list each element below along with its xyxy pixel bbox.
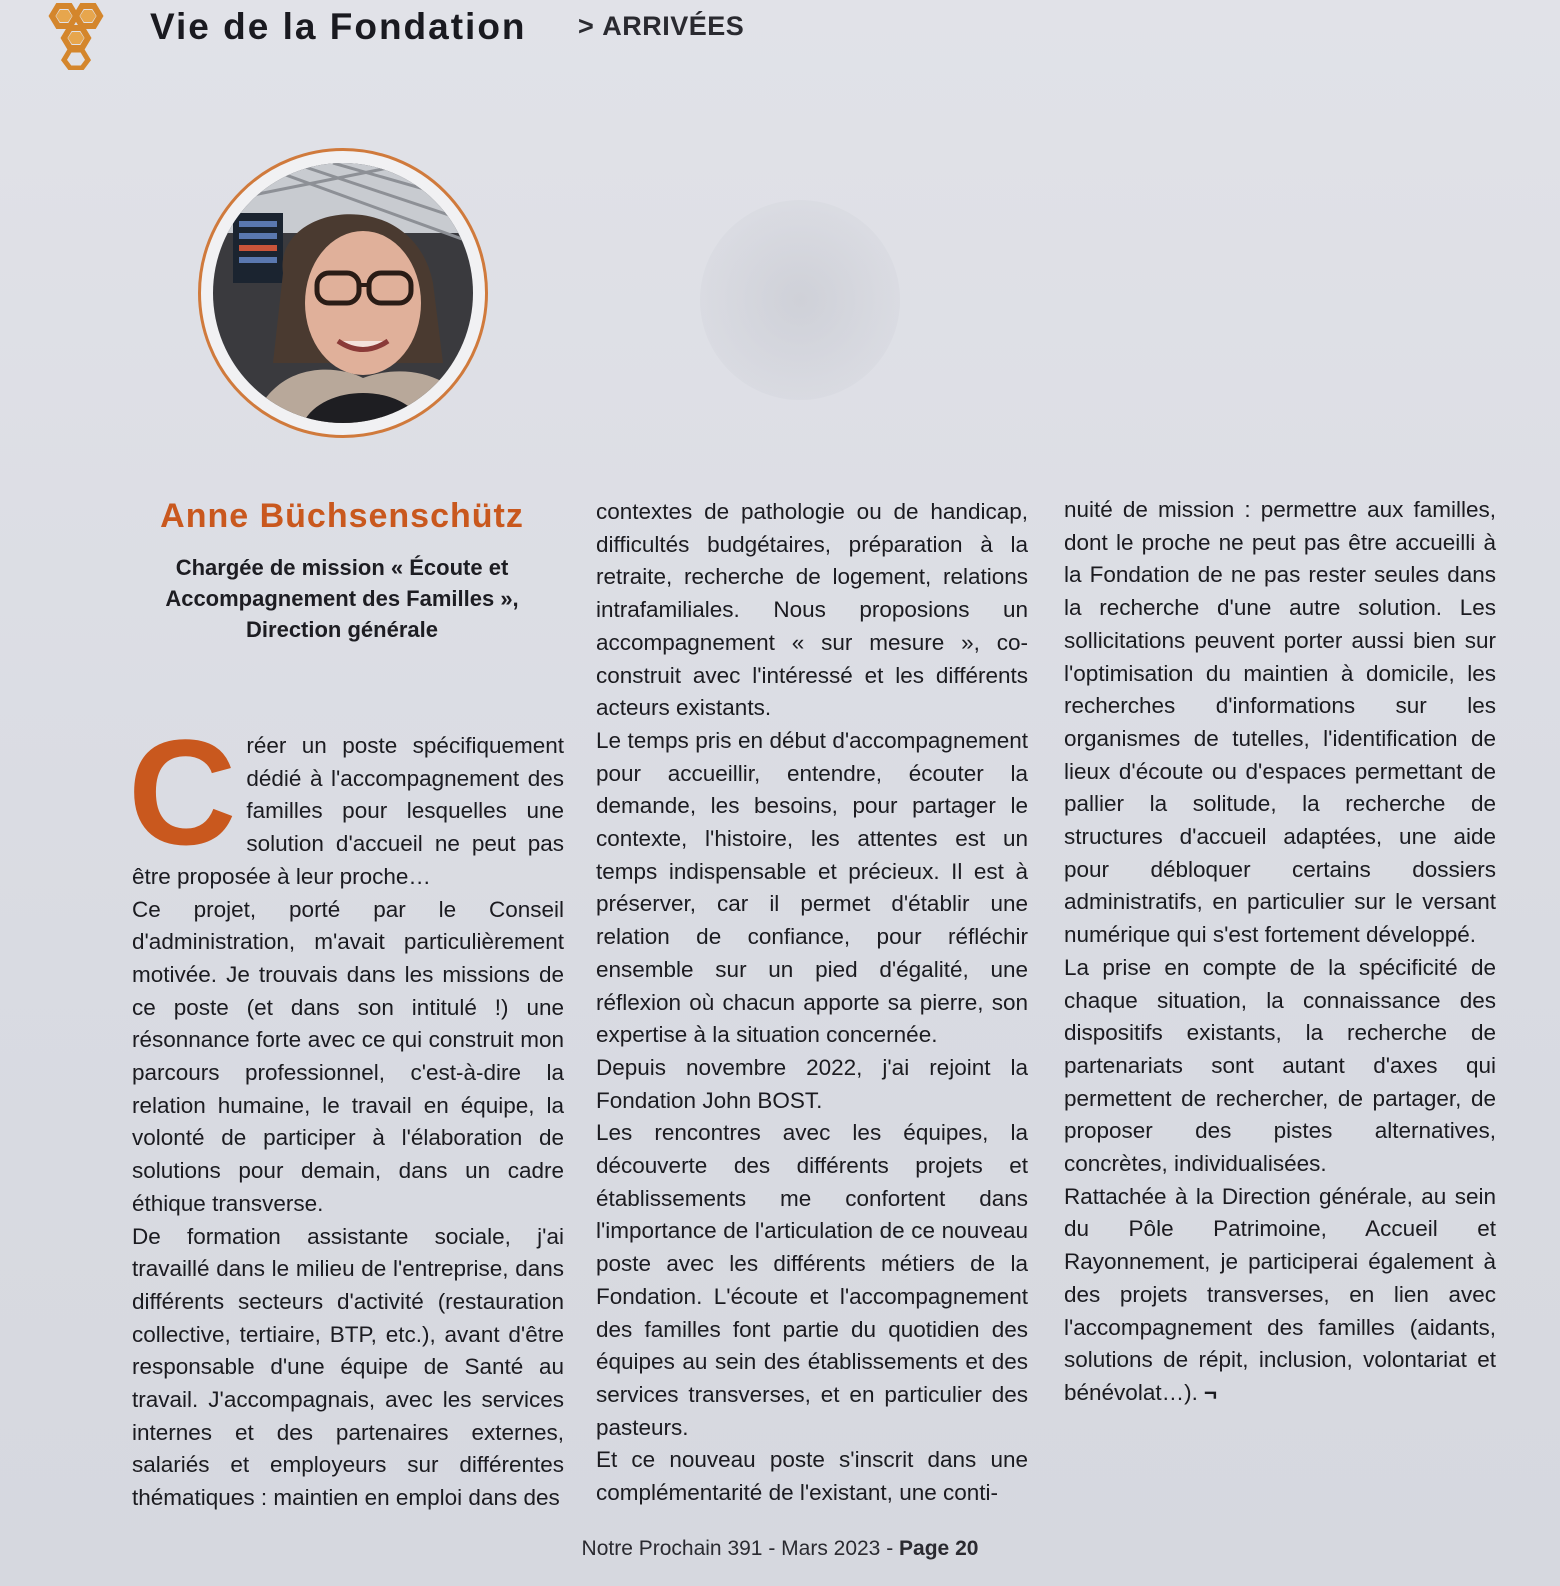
article-column-3 [1064, 494, 1496, 1410]
role-line: Direction générale [246, 617, 438, 642]
article-paragraph: Les rencontres avec les équipes, la découverte des différents projets et établissements me confortent dans l'importance de l'articulation de ce nouveau poste avec les différents métiers de la Fondation. L'écoute et l'accompagnement des familles font partie du quotidien des équipes au sein des établissements et des services transverses, et en particulier des pasteurs. [596, 1120, 1028, 1440]
portrait-illustration [213, 163, 473, 423]
drop-cap: C [128, 708, 237, 876]
article-paragraph [128, 708, 564, 894]
paragraph-text: Rattachée à la Direction générale, au sein du Pôle Patrimoine, Accueil et Rayonnement, je participerai également à des projets transverses, en lien avec l'accompagnement des familles (aidants, solutions de répit, inclusion, volontariat et bénévolat…). [1064, 1183, 1496, 1405]
article-paragraph: nuité de mission : permettre aux familles, dont le proche ne peut pas être accueilli à la Fondation de ne pas rester seules dans la recherche d'une autre solution. Les sollicitations peuvent porter aussi bien sur l'optimisation du maintien à domicile, les recherches d'informations sur les organismes de tutelles, l'identification de lieux d'écoute ou d'espaces permettant de pallier la solitude, la recherche de structures d'accueil adaptées, une aide pour débloquer certains dossiers administratifs, en particulier sur le versant numérique qui s'est fortement développé. [1064, 497, 1496, 948]
article-paragraph: contextes de pathologie ou de handicap, difficultés budgétaires, préparation à la retraite, recherche de logement, relations intrafamiliales. Nous proposions un accompagnement « sur mesure », co-construit avec l'intéressé et les différents acteurs existants. [596, 499, 1028, 721]
portrait-photo [198, 148, 488, 438]
breadcrumb-label: ARRIVÉES [602, 11, 745, 41]
article-column-1 [128, 708, 564, 1515]
breadcrumb [578, 8, 744, 44]
background-watermark [700, 200, 900, 400]
person-name: Anne Büchsenschütz [160, 497, 524, 535]
article-paragraph: De formation assistante sociale, j'ai travaillé dans le milieu de l'entreprise, dans différents secteurs d'activité (restauration collective, tertiaire, BTP, etc.), avant d'être responsable d'une équipe de Santé au travail. J'accompagnais, avec les services internes et des partenaires externes, salariés et employeurs sur différentes thématiques : maintien en emploi dans des [132, 1223, 564, 1511]
honeycomb-logo-icon [38, 2, 110, 70]
paragraph-text: réer un poste spécifiquement dédié à l'accompagnement des familles pour lesquelles une solution d'accueil ne peut pas être proposée à leur proche… [132, 733, 564, 889]
article-paragraph [1064, 1181, 1496, 1410]
end-of-article-mark: ¬ [1203, 1379, 1217, 1405]
article-column-2 [596, 496, 1028, 1510]
role-line: Chargée de mission « Écoute et [175, 555, 509, 580]
article-paragraph: Depuis novembre 2022, j'ai rejoint la Fondation John BOST. [596, 1054, 1028, 1113]
page-footer [0, 1534, 1560, 1564]
article-paragraph: La prise en compte de la spécificité de chaque situation, la connaissance des dispositifs existants, la recherche de partenariats sont autant d'axes qui permettent de rechercher, de partager, de proposer des pistes alternatives, concrètes, individualisées. [1064, 954, 1496, 1177]
breadcrumb-separator: > [578, 11, 595, 41]
article-paragraph: Et ce nouveau poste s'inscrit dans une complémentarité de l'existant, une conti- [596, 1447, 1028, 1506]
article-paragraph: Ce projet, porté par le Conseil d'administration, m'avait particulièrement motivée. Je trouvais dans les missions de ce poste (et dans son intitulé !) une résonnance forte avec ce qui construit mon parcours professionnel, c'est-à-dire la relation humaine, le travail en équipe, la volonté de participer à l'élaboration de solutions pour demain, dans un cadre éthique transverse. [132, 896, 564, 1216]
page-number: Page 20 [899, 1537, 979, 1560]
role-line: Accompagnement des Familles », [165, 586, 519, 611]
person-role [130, 552, 554, 645]
publication-info: Notre Prochain 391 - Mars 2023 - [581, 1537, 894, 1560]
article-paragraph: Le temps pris en début d'accompagnement pour accueillir, entendre, écouter la demande, les besoins, pour partager le contexte, l'histoire, les attentes est un temps indispensable et précieux. Il est à préserver, car il permet d'établir une relation de confiance, pour réfléchir ensemble sur un pied d'égalité, une réflexion où chacun apporte sa pierre, son expertise à la situation concernée. [596, 727, 1028, 1048]
section-title: Vie de la Fondation [150, 6, 527, 47]
